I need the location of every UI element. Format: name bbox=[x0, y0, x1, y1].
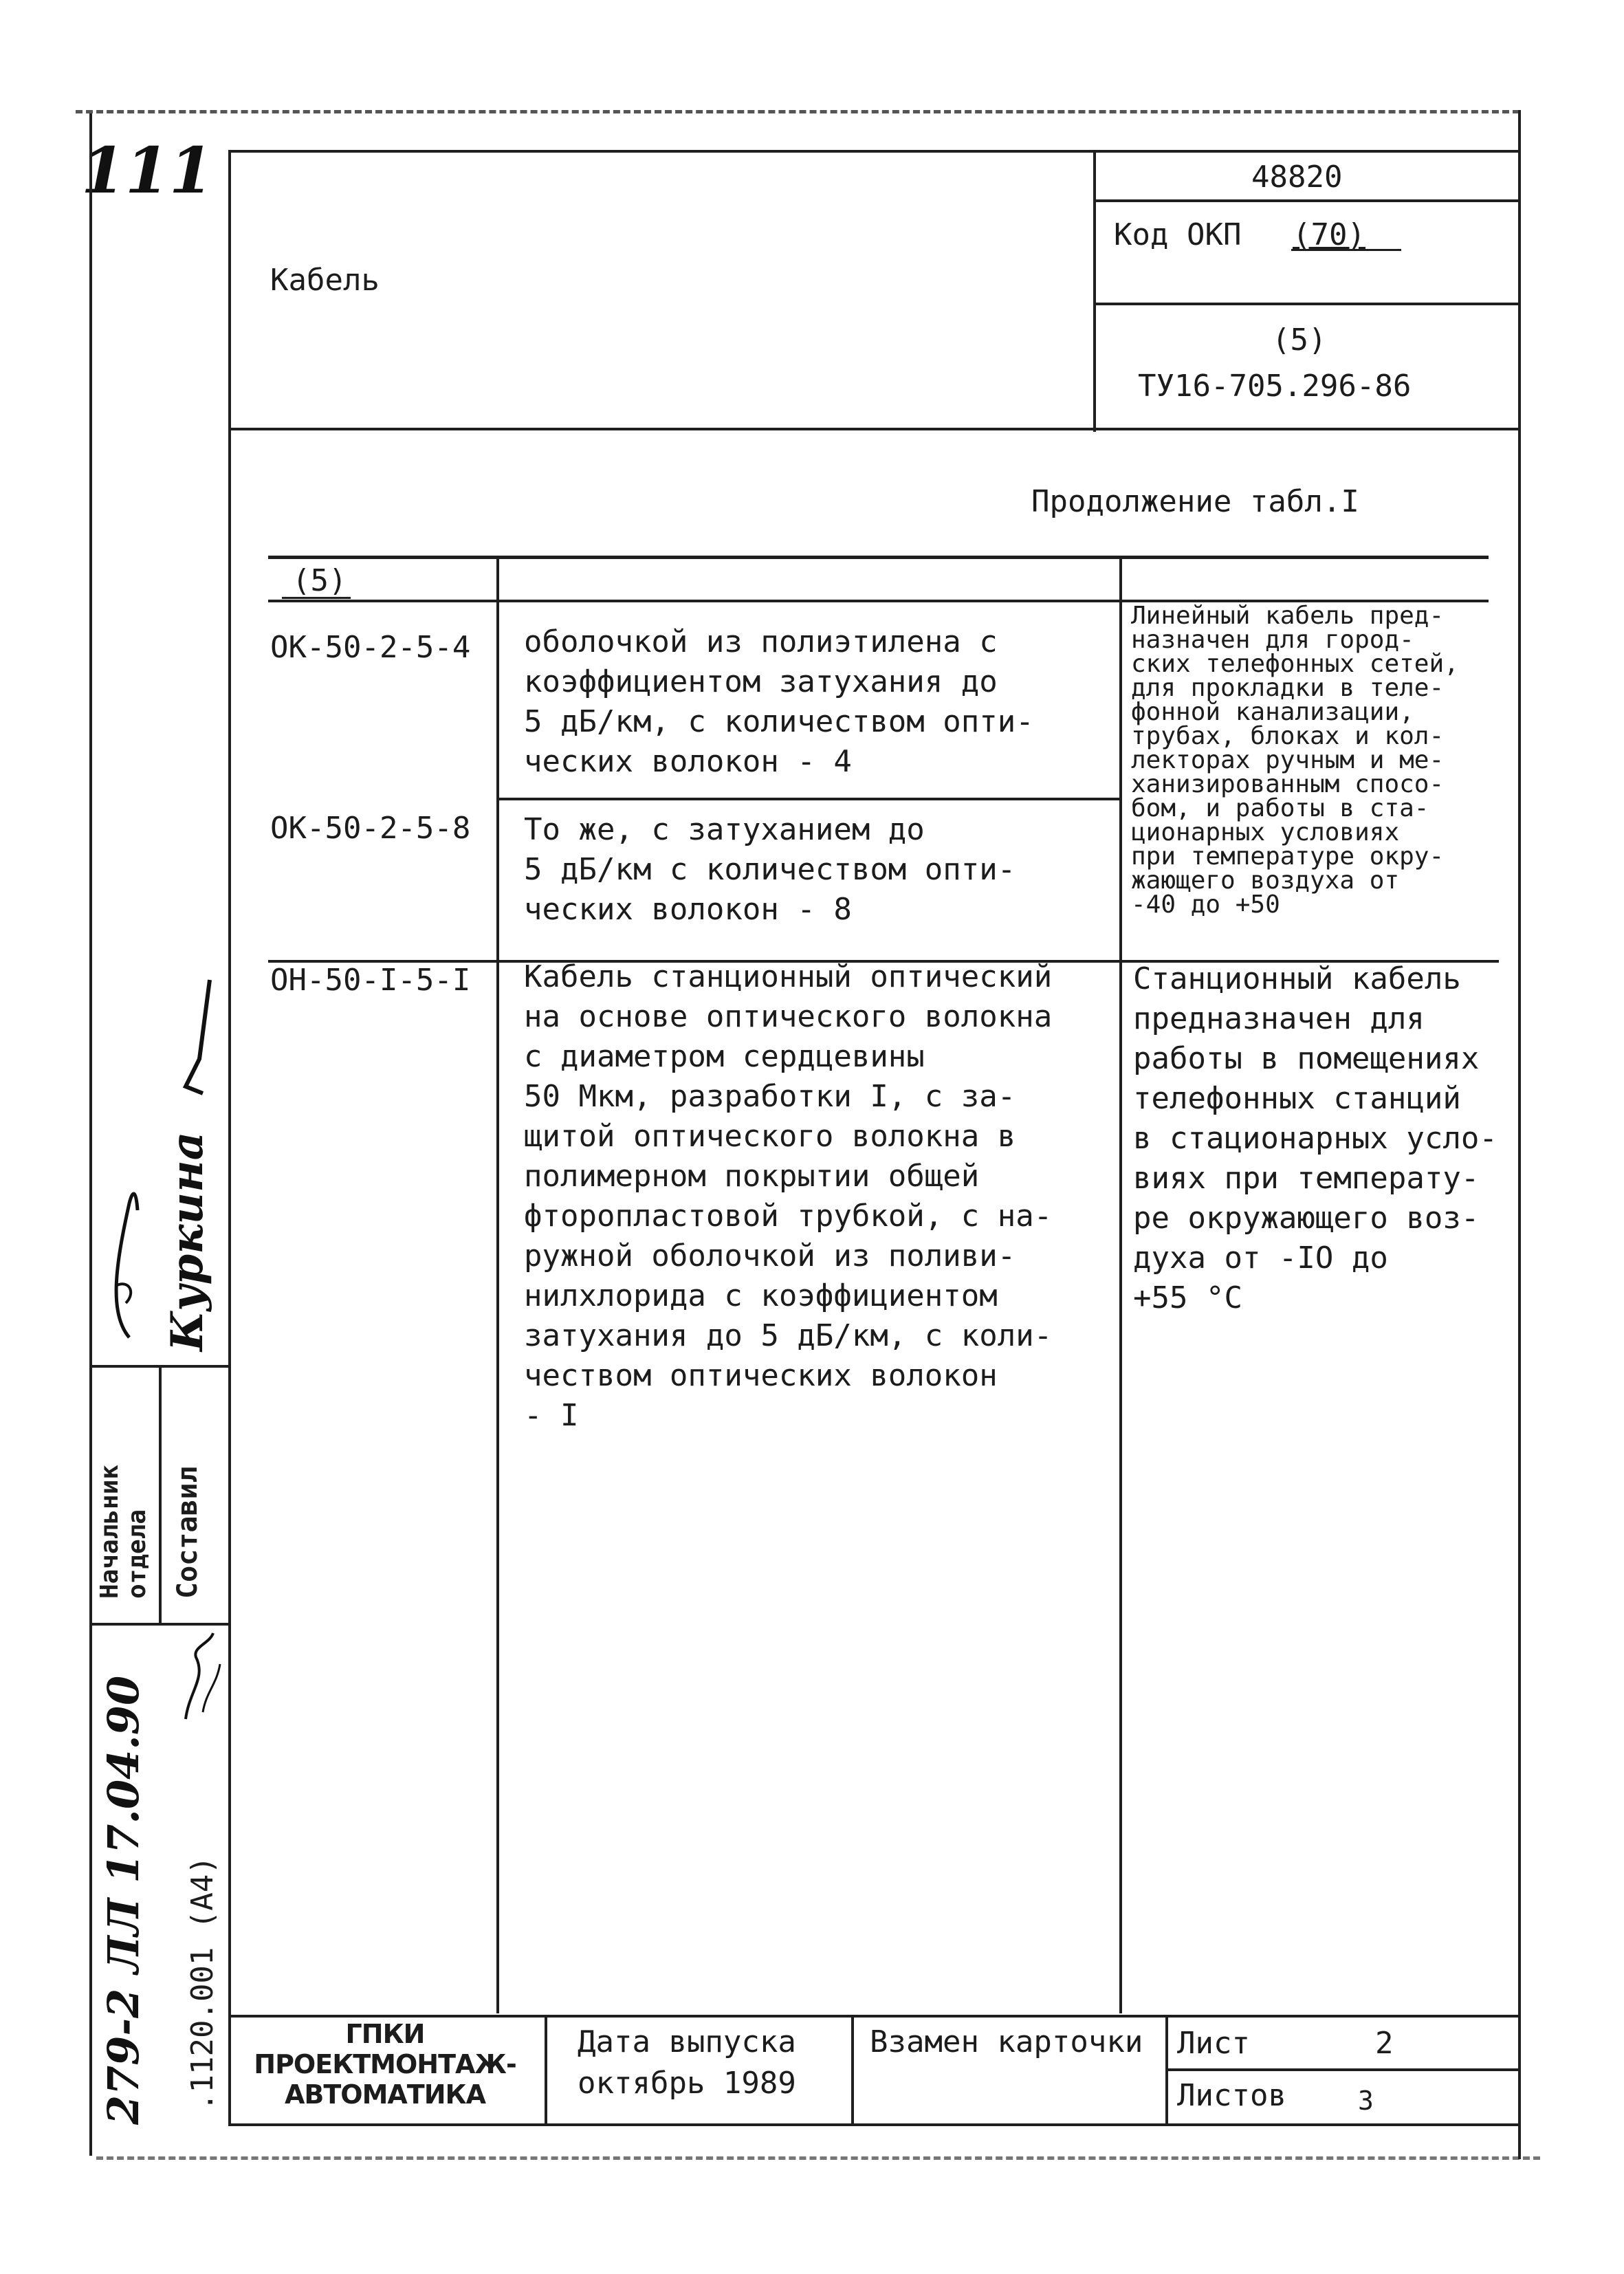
table-col-divider-1 bbox=[496, 556, 499, 2013]
product-name: Кабель bbox=[270, 263, 380, 298]
footer-sheet-line bbox=[1165, 2068, 1519, 2071]
compiler-label: Составил bbox=[172, 1466, 204, 1599]
sheet-label: Лист bbox=[1177, 2026, 1250, 2061]
top-edge-dash bbox=[76, 110, 1519, 113]
card-number: 48820 bbox=[1251, 160, 1343, 195]
frame-left bbox=[228, 150, 231, 2123]
okp-code: (70) bbox=[1293, 217, 1365, 252]
replaces-label: Взамен карточки bbox=[870, 2024, 1143, 2059]
head-signature-drawing bbox=[102, 1183, 150, 1341]
head-signature bbox=[102, 1183, 150, 1341]
sheet-value: 2 bbox=[1375, 2026, 1394, 2061]
release-label: Дата выпуска bbox=[578, 2024, 796, 2059]
row-1-code: ОК-50-2-5-4 bbox=[270, 630, 471, 665]
header-divider bbox=[1093, 150, 1096, 432]
sheets-value: 3 bbox=[1358, 2086, 1374, 2116]
footer-divider-2 bbox=[851, 2015, 854, 2125]
pen-mark bbox=[172, 976, 220, 1100]
head-of-department-label bbox=[96, 1379, 151, 1599]
sheets-label: Листов bbox=[1177, 2078, 1286, 2113]
header-col1-underline bbox=[282, 597, 351, 599]
header-line-2 bbox=[1093, 303, 1519, 305]
spec-code: (5) bbox=[1272, 322, 1327, 358]
frame-top bbox=[228, 150, 1521, 153]
spec-number: ТУ16-705.296-86 bbox=[1138, 369, 1412, 404]
header-line-1 bbox=[1093, 199, 1519, 202]
registration-initials-drawing bbox=[175, 1630, 230, 1726]
compiler-signature: Куркина bbox=[162, 1131, 213, 1351]
sidebar-bottom-line bbox=[89, 1623, 228, 1626]
footer-divider-1 bbox=[545, 2015, 547, 2125]
row-3-code: ОН-50-I-5-I bbox=[270, 963, 471, 998]
frame-right bbox=[1518, 110, 1521, 2159]
header-bottom-line bbox=[228, 428, 1521, 430]
stamp-code: .1120.001 (А4) bbox=[185, 1856, 220, 2111]
handwritten-page-number: 111 bbox=[81, 133, 214, 208]
station-cable-note: Станционный кабель предназначен для работы в помещениях телефонных станций в стационарных усло- виях при температу- ре окружающего воз- духа от -IO до +55 °С bbox=[1133, 961, 1497, 1315]
organization: ГПКИ ПРОЕКТМОНТАЖ- АВТОМАТИКА bbox=[254, 2019, 516, 2110]
footer-top-line bbox=[228, 2015, 1521, 2018]
table-col-divider-2 bbox=[1119, 556, 1122, 2013]
release-date: октябрь 1989 bbox=[578, 2066, 796, 2101]
linear-cable-note: Линейный кабель пред- назначен для город- ских телефонных сетей, для прокладки в теле- фонной канализации, трубах, блоках и кол- лекторах ручным и ме- ханизированным спосо- бом, и работы в ста- ционарных условиях при температуре окру- жающего воздуха от -40 до +50 bbox=[1131, 604, 1459, 919]
okp-underline bbox=[1291, 249, 1401, 251]
table-header-col1: (5) bbox=[292, 563, 347, 598]
sidebar-divider bbox=[159, 1365, 162, 1623]
pen-mark-drawing bbox=[172, 976, 220, 1100]
continuation-title: Продолжение табл.I bbox=[1031, 484, 1359, 519]
row-3-description: Кабель станционный оптический на основе оптического волокна с диаметром сердцевины 50 Мкм, разработки I, с за- щитой оптического волокна в полимерном покрытии общей фторопластовой трубкой, с на- ружной оболочкой из поливи- нилхлорида с коэффициентом затухания до 5 дБ/км, с коли- чеством оптических волокон - I bbox=[524, 959, 1053, 1433]
row-2-code: ОК-50-2-5-8 bbox=[270, 811, 471, 846]
registration-note: 279-2 ЛЛ 17.04.90 bbox=[98, 1675, 149, 2125]
head-label-text: Начальник отдела bbox=[96, 1464, 151, 1599]
row-1-description: оболочкой из полиэтилена с коэффициентом затухания до 5 дБ/км, с количеством опти- ческих волокон - 4 bbox=[524, 624, 1034, 779]
table-top-line bbox=[268, 556, 1489, 559]
registration-initials bbox=[175, 1630, 230, 1726]
footer-bottom-line bbox=[228, 2123, 1521, 2126]
okp-label: Код ОКП bbox=[1114, 217, 1242, 252]
table-header-line bbox=[268, 600, 1489, 602]
frame-left-outer bbox=[89, 113, 92, 2156]
row-divider-1 bbox=[496, 798, 1119, 800]
bottom-edge-dash bbox=[96, 2156, 1540, 2160]
row-2-description: То же, с затуханием до 5 дБ/км с количеством опти- ческих волокон - 8 bbox=[524, 812, 1016, 927]
